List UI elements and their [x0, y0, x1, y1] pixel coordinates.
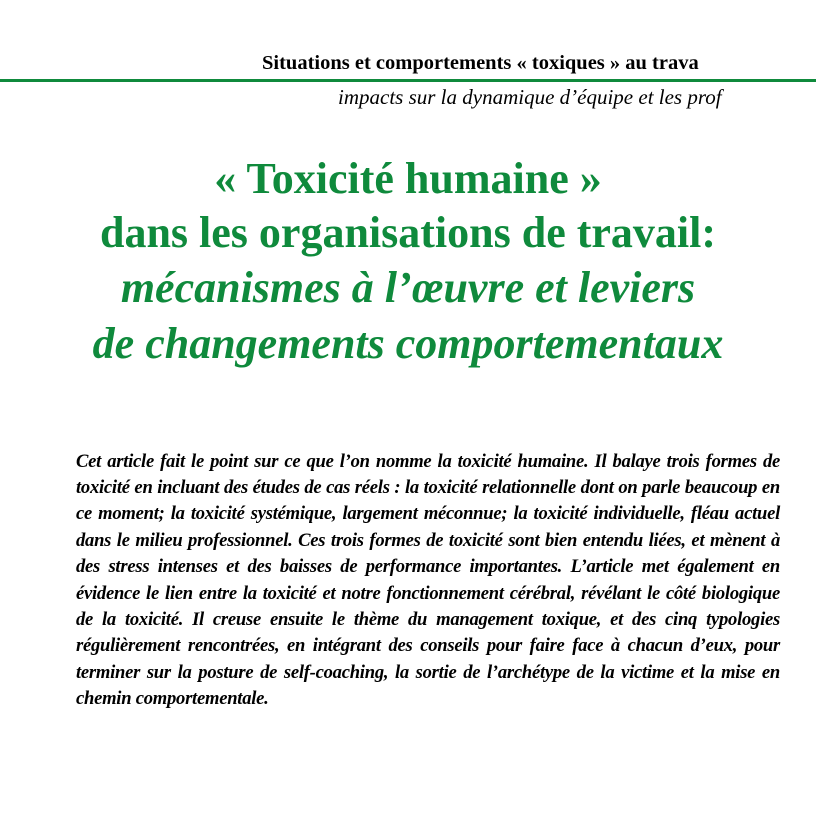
running-subtitle: impacts sur la dynamique d’équipe et les prof: [338, 85, 722, 109]
article-title-line-2: dans les organisations de travail:: [99, 208, 717, 257]
article-subtitle-line-1: mécanismes à l’œuvre et leviers: [120, 263, 696, 312]
running-header: [0, 52, 816, 109]
header-rule: [0, 79, 816, 82]
article-title-line-1: « Toxicité humaine »: [214, 154, 602, 203]
article-title-block: [0, 152, 816, 372]
article-abstract: Cet article fait le point sur ce que l’on nomme la toxicité humaine. Il balaye trois formes de toxicité en incluant des études de cas réels : la toxicité relationnelle dont on parle beaucoup en ce moment; la toxicité systémique, largement méconnue; la toxicité individuelle, fléau actuel dans le milieu professionnel. Ces trois formes de toxicité sont bien entendu liées, et mènent à des stress intenses et des baisses de performance importantes. L’article met également en évidence le lien entre la toxicité et notre fonctionnement cérébral, révélant le côté biologique de la toxicité. Il creuse ensuite le thème du management toxique, et des cinq typologies régulièrement rencontrées, en intégrant des conseils pour faire face à chacun d’eux, pour terminer sur la posture de self-coaching, la sortie de l’archétype de la victime et la mise en chemin comportementale.: [76, 450, 780, 710]
article-subtitle-line-2: de changements comportementaux: [92, 319, 724, 368]
running-title: Situations et comportements « toxiques » au trava: [262, 52, 699, 74]
